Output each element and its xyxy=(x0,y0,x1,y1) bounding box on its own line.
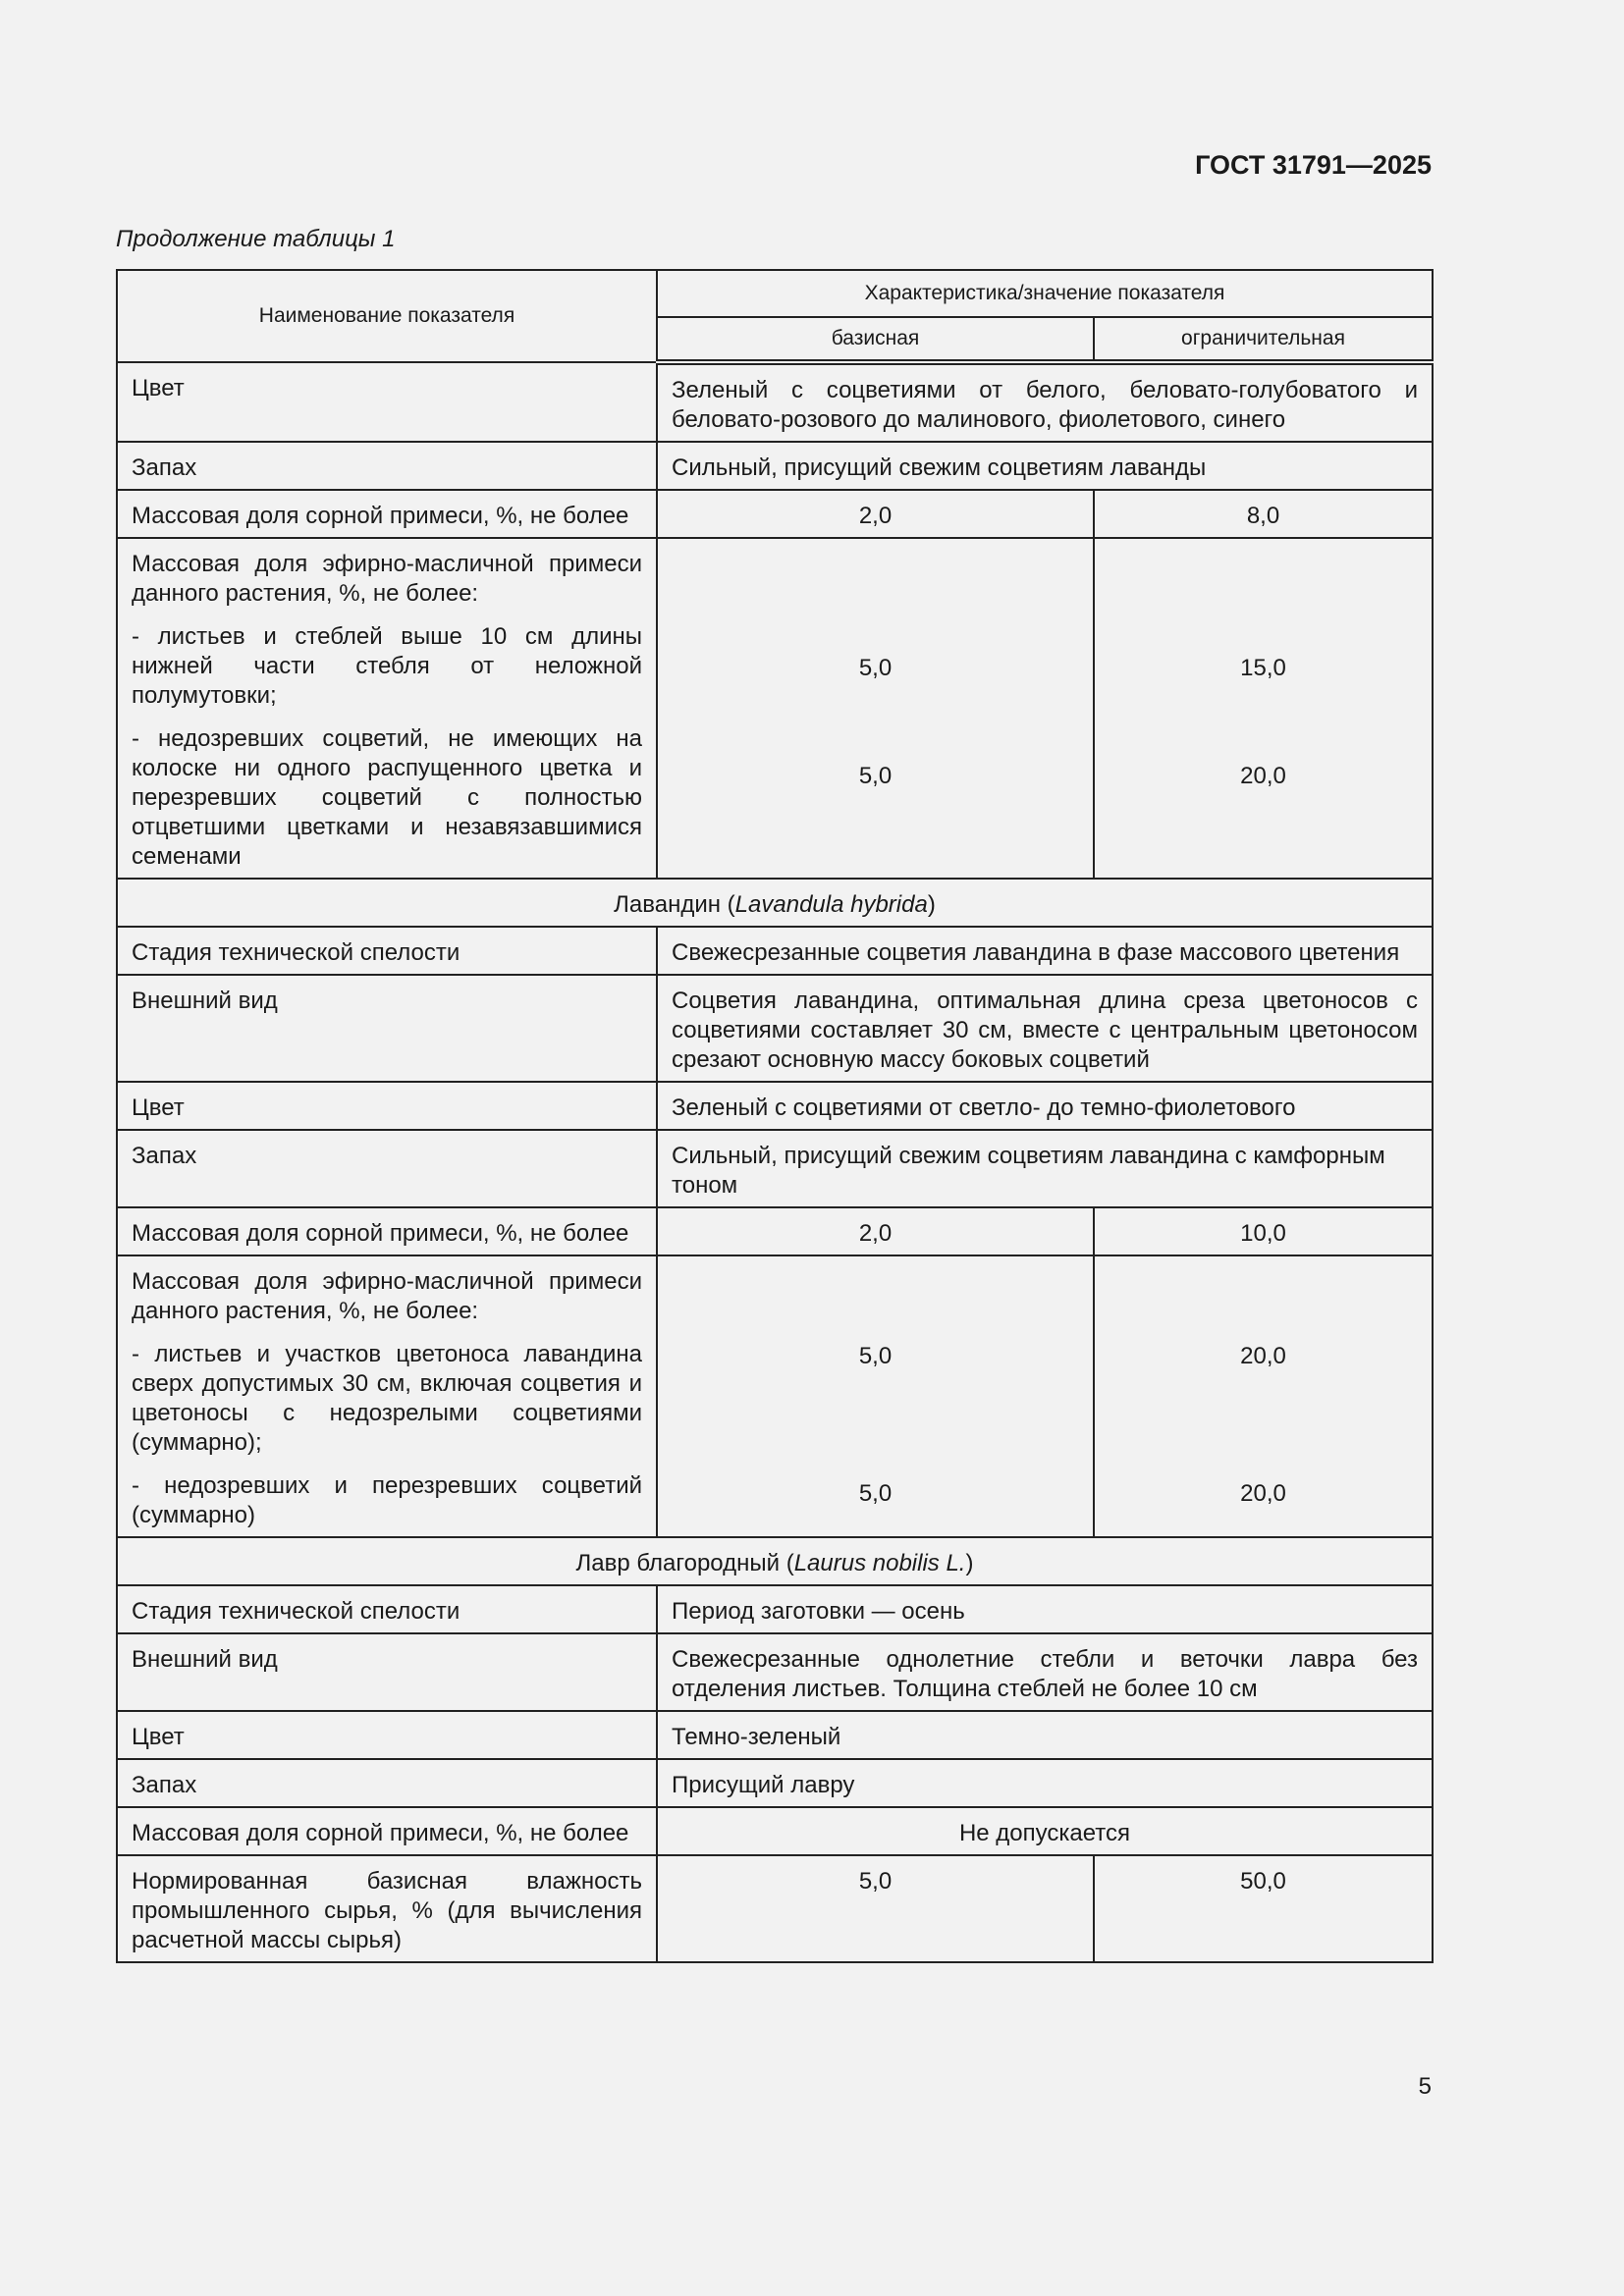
header-group: Характеристика/значение показателя xyxy=(657,270,1433,317)
row-basis xyxy=(657,1255,1094,1537)
table-row xyxy=(117,1759,1433,1807)
table-row xyxy=(117,927,1433,975)
sub-item-limit: 20,0 xyxy=(1240,1343,1286,1369)
row-basis xyxy=(657,538,1094,879)
row-limit xyxy=(1094,1255,1433,1537)
row-limit: 10,0 xyxy=(1094,1207,1433,1255)
table-continuation-caption: Продолжение таблицы 1 xyxy=(116,226,396,252)
row-name: Внешний вид xyxy=(117,1633,657,1711)
row-name: Внешний вид xyxy=(117,975,657,1082)
row-value: Свежесрезанные соцветия лавандина в фазе массового цветения xyxy=(657,927,1433,975)
specification-table xyxy=(116,269,1434,1963)
table-row xyxy=(117,1130,1433,1207)
row-value: Темно-зеленый xyxy=(657,1711,1433,1759)
row-value: Сильный, присущий свежим соцветиям лаванды xyxy=(657,442,1433,490)
row-basis: 5,0 xyxy=(657,1855,1094,1962)
row-name-text: Массовая доля эфирно-масличной примеси данного растения, %, не более: xyxy=(132,551,642,607)
row-name: Массовая доля сорной примеси, %, не более xyxy=(117,1807,657,1855)
row-name-text: Массовая доля эфирно-масличной примеси данного растения, %, не более: xyxy=(132,1268,642,1324)
header-basis: базисная xyxy=(657,317,1094,362)
row-name: Стадия технической спелости xyxy=(117,1585,657,1633)
sub-item: - листьев и стеблей выше 10 см длины нижней части стебля от неложной полумутовки; xyxy=(132,623,642,709)
sub-item-basis: 5,0 xyxy=(858,655,893,681)
document-code: ГОСТ 31791—2025 xyxy=(1195,150,1432,180)
row-basis: 2,0 xyxy=(657,490,1094,538)
sub-item-basis: 5,0 xyxy=(858,1343,893,1369)
row-value: Присущий лавру xyxy=(657,1759,1433,1807)
row-name xyxy=(117,538,657,879)
sub-item-limit: 15,0 xyxy=(1240,655,1286,681)
sub-item: - недозревших соцветий, не имеющих на колоске ни одного распущенного цветка и перезревших соцветий с полностью отцветшими цветками и незавязавшимися семенами xyxy=(132,725,642,870)
row-basis: 2,0 xyxy=(657,1207,1094,1255)
table-row xyxy=(117,1855,1433,1962)
group-row-laurus xyxy=(117,1537,1433,1585)
group-row-lavandin xyxy=(117,879,1433,927)
row-name xyxy=(117,1255,657,1537)
row-name: Цвет xyxy=(117,1082,657,1130)
latin-name: Lavandula hybrida xyxy=(734,891,928,918)
sub-item-basis: 5,0 xyxy=(858,763,893,789)
sub-item-limit: 20,0 xyxy=(1240,763,1286,789)
row-value: Зеленый с соцветиями от белого, беловато-голубоватого и беловато-розового до малинового, фиолетового, синего xyxy=(657,362,1433,442)
table-row xyxy=(117,1633,1433,1711)
row-limit: 8,0 xyxy=(1094,490,1433,538)
sub-item: - листьев и участков цветоноса лавандина сверх допустимых 30 см, включая соцветия и цветоносы с недозрелыми соцветиями (суммарно); xyxy=(132,1341,642,1456)
table-row xyxy=(117,1711,1433,1759)
row-value: Свежесрезанные однолетние стебли и веточки лавра без отделения листьев. Толщина стеблей не более 10 см xyxy=(657,1633,1433,1711)
row-name: Стадия технической спелости xyxy=(117,927,657,975)
table-row xyxy=(117,1207,1433,1255)
row-value: Зеленый с соцветиями от светло- до темно-фиолетового xyxy=(657,1082,1433,1130)
row-limit: 50,0 xyxy=(1094,1855,1433,1962)
table-row xyxy=(117,975,1433,1082)
table-row xyxy=(117,1255,1433,1537)
table-header-row xyxy=(117,270,1433,317)
row-value: Соцветия лавандина, оптимальная длина среза цветоносов с соцветиями составляет 30 см, вместе с центральным цветоносом срезают основную массу боковых соцветий xyxy=(657,975,1433,1082)
row-name: Запах xyxy=(117,442,657,490)
group-title: Лавр благородный (Laurus nobilis L.) xyxy=(117,1537,1433,1585)
table-row xyxy=(117,538,1433,879)
row-limit xyxy=(1094,538,1433,879)
table-row xyxy=(117,1082,1433,1130)
row-name: Цвет xyxy=(117,1711,657,1759)
header-name: Наименование показателя xyxy=(117,270,657,362)
table-row xyxy=(117,362,1433,442)
row-name: Массовая доля сорной примеси, %, не более xyxy=(117,1207,657,1255)
row-name: Нормированная базисная влажность промышленного сырья, % (для вычисления расчетной массы сырья) xyxy=(117,1855,657,1962)
table-row xyxy=(117,1585,1433,1633)
row-value: Не допускается xyxy=(657,1807,1433,1855)
header-limit: ограничительная xyxy=(1094,317,1433,362)
table-row xyxy=(117,442,1433,490)
sub-item-basis: 5,0 xyxy=(858,1480,893,1507)
table-row xyxy=(117,490,1433,538)
sub-item: - недозревших и перезревших соцветий (суммарно) xyxy=(132,1472,642,1528)
row-name: Массовая доля сорной примеси, %, не более xyxy=(117,490,657,538)
row-name: Запах xyxy=(117,1130,657,1207)
group-title: Лавандин (Lavandula hybrida) xyxy=(117,879,1433,927)
row-value: Сильный, присущий свежим соцветиям лавандина с камфорным тоном xyxy=(657,1130,1433,1207)
table-row xyxy=(117,1807,1433,1855)
row-value: Период заготовки — осень xyxy=(657,1585,1433,1633)
row-name: Запах xyxy=(117,1759,657,1807)
row-name: Цвет xyxy=(117,362,657,442)
sub-item-limit: 20,0 xyxy=(1240,1480,1286,1507)
page-number: 5 xyxy=(1418,2073,1432,2100)
latin-name: Laurus nobilis L. xyxy=(793,1550,966,1576)
